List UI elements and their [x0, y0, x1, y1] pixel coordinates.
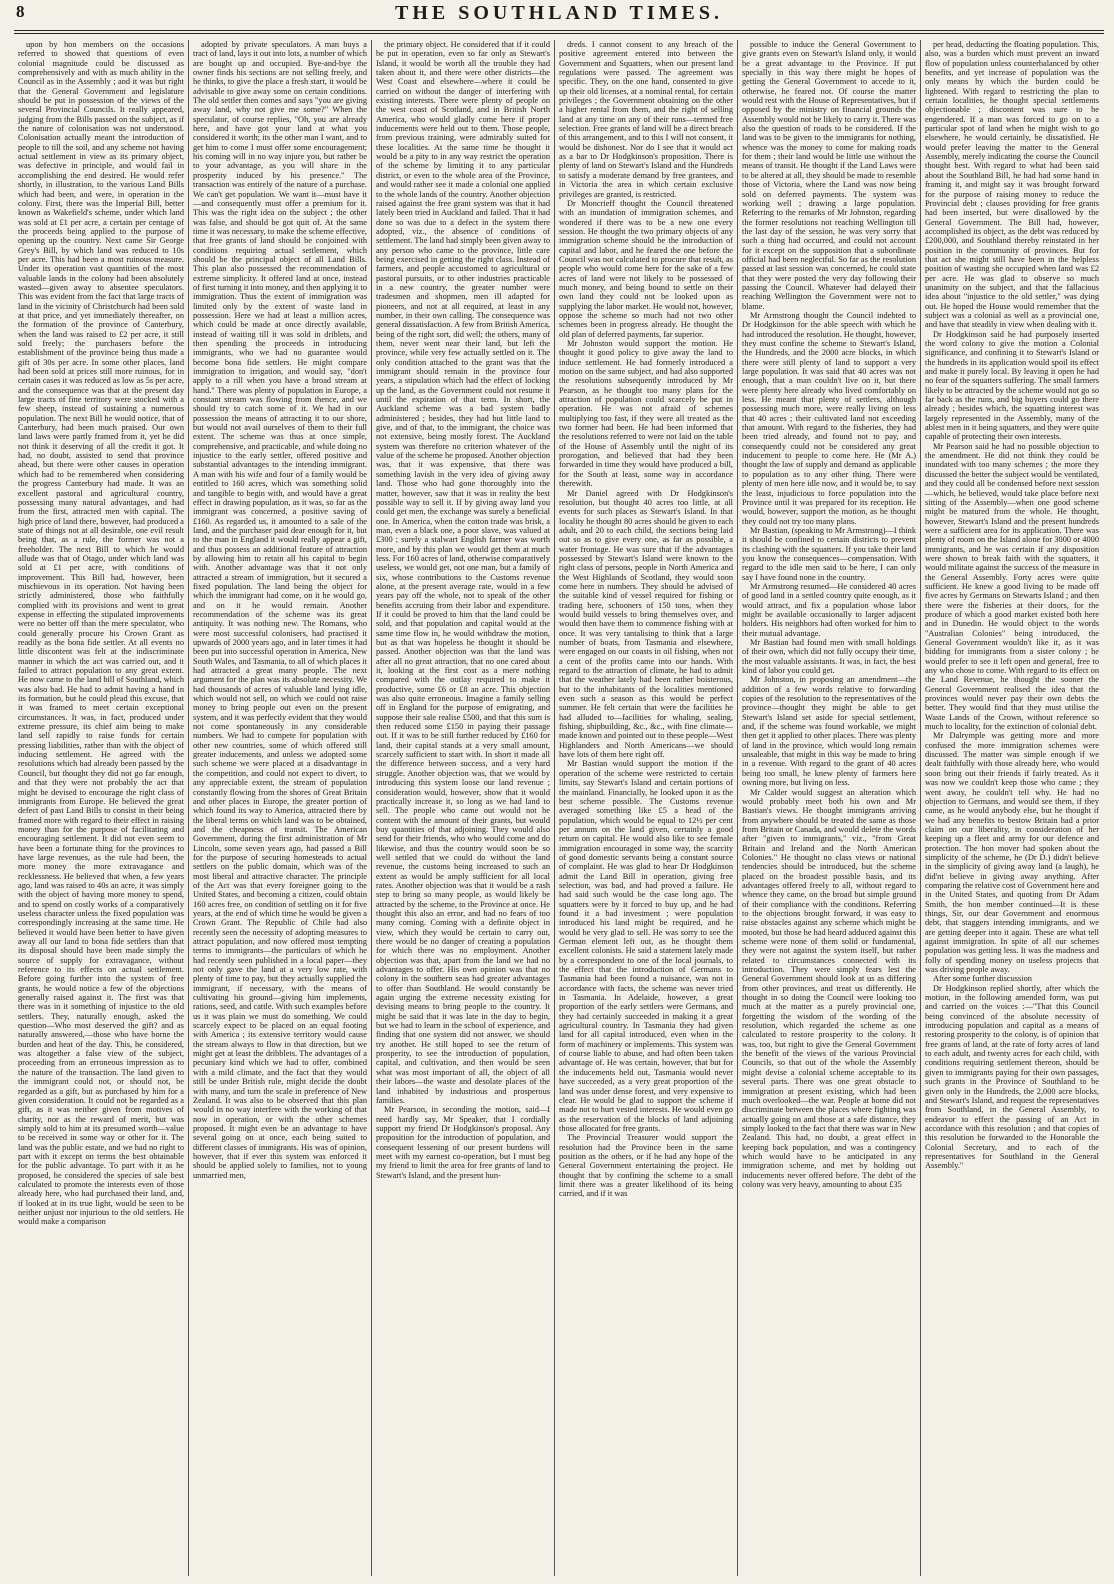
column-6 — [920, 40, 1103, 1576]
paragraph: The Provincial Treasurer would support the resolution had the Province been in the same position as the others, or if he had any hope of the General Government entertaining the project. He thought that by confining the scheme to a small limit there was a greater likelihood of its being carried, and if it was — [559, 1133, 733, 1199]
paragraph: Dr Hodgkinson said he had purposely inserted the word colony to give the motion a Colonial significance, and confining it to Stewart's Island or the hundreds in its application would spoil its effect and make it purely local. By leaving it open he had no fear of the squatters suffering. The small farmers likely to be attracted by the scheme would not go so far back as the runs, and big buyers could go there already ; besides which, the squatting interest was largely represented in the Assembly, many of the ablest men in it being squatters, and they were quite capable of protecting their own interests. — [925, 329, 1099, 442]
paragraph: Mr Pearson, in seconding the motion, said—I need hardly say, Mr Speaker, that I cordially support my friend Dr Hodgkinson's proposal. Any proposition for the introduction of population, and consequent lessening of our present burdens will meet with my earnest co-operation, but I must beg my friend to limit the area for free grants of land to Stewart's Island, and the present hun- — [376, 1105, 550, 1180]
paragraph: Mr Johnston would support the motion. He thought it good policy to give away the land to induce settlement. He had formerly introduced a motion on the same subject, and had also supported the resolutions subsequently introduced by Mr Pearson, as he thought too many plans for the attraction of population could scarcely be put in operation. He was not afraid of schemes multiplying too fast, if they were all treated as the two former had been. He had been informed that the resolutions referred to were not laid on the table of the House of Assembly until the night of its prorogation, and believed that had they been forwarded in time they would have produced a bill, for the South at least, some way in accordance therewith. — [559, 339, 733, 489]
paragraph: Mr Armstrong thought the Council indebted to Dr Hodgkinson for the able speech with which he had introduced the resolution. He thought, however, they must confine the scheme to Stewart's Island, the Hundreds, and the 2000 acre blocks, in which there were still plenty of land to support a very large population. It was said that 40 acres was not enough, that a man couldn't live on it, but there were plenty here already who lived comfortably on less. He meant that plenty of settlers, although possessing much more, were really living on less that 40 acres ; their cultivated land not exceeding that amount. With regard to the fisheries, they had been tried already, and found not to pay, and consequently could not be considered any great inducement to people to come here. He (Mr A.) thought the law of supply and demand as applicable to population as to any other thing. There were plenty of men here idle now, and it would be, to say the least, injudicious to force population into the Province until it was prepared for its reception. He would, however, support the motion, as he thought they could not try too many plans. — [742, 310, 916, 526]
paragraph: possible to induce the General Government to give grants even on Stewart's Island only, it would be a great advantage to the Province. If put specially in this way there might be hopes of getting the General Government to accede to it, otherwise, he feared not. Of course the matter would rest with the House of Representatives, but if opposed by the ministry on financial grounds the Assembly would not be likely to carry it. There was also the question of roads to be considered. If the land was to be given to the immigrants for nothing, whence was the money to come for making roads for them ; their land would be little use without the means of transit. He thought if the Land Laws were to be altered at all, they should be made to resemble those of Victoria, where the Land was now being sold on deferred payments. The system was working well ; drawing a large population. Referring to the remarks of Mr Johnston, regarding the former resolutions not reaching Wellington till the last day of the session, he was very sorry that such a thing had occurred, and could not account for it except on the supposition that a subordinate official had been neglectful. So far as the resolution passed at last session was concerned, he could state that they were posted the very day following their passing the Council. Whatever had delayed their reaching Wellington the Government were not to blame. — [742, 40, 916, 311]
page-number: 8 — [16, 2, 25, 21]
paragraph: the primary object. He considered that if it could be put in operation, even so far only as Stewart's Island, it would be worth all the trouble they had taken about it, and there were other districts—the West Coast and elsewhere—where it could be carried on without the danger of interfering with existing interests. There were plenty of people on the west coast of Scotland, and in British North America, who would gladly come here if proper inducements were held out to them. Those people, from previous training, were admirably suited for these localities. At the same time he thought it would be a pity to in any way restrict the operation of the scheme by limiting it to any particular district, or even to the whole area of the Province, and would rather see it made a colonial one applied to the whole lands of the country. Another objection raised against the free grant system was that it had lately been tried in Auckland and failed. That it had done so was due to a defect in the system there adopted, viz., the absence of conditions of settlement. The land had simply been given away to any person who came to the province, little care being exercised in getting the right class. Instead of farmers, and people accustomed to agricultural or pastoral pursuits, or to other industries practicable in a new country, the greater number were tradesmen and shopmen, men ill adapted for pioneers, and not at all required, at least in any number, in their own calling. The consequence was general dissatisfaction. A few from British America, being of the right sort, did well; the others, many of them, never went near their land, but left the province, while very few actually settled on it. The only condition attached to the grant was that the immigrant should remain in the province four years, a stipulation which had the effect of locking up the land, as the Government could not resume it until the expiration of that term. In short, the Auckland scheme was a bad system badly administered ; besides, they had but little land to give, and of that, to the immigrant, the choice was not extensive, being mostly forest. The Auckland system was therefore no criterion whatever of the value of the scheme he proposed. Another objection was, that it was expensive, that there was something lavish in the very idea of giving away land. Those who had gone thoroughly into the matter, however, saw that it was in reality the best possible way to sell it. If by giving away land you could get men, the exchange was surely a beneficial one. In America, when the cotton trade was brisk, a man, even a black one, a poor slave, was valued at £300 ; surely a stalwart English farmer was worth more, and by this plan we would get them at much less. For 160 acres of land, otherwise comparatively useless, we would get, not one man, but a family of six, whose contributions to the Customs revenue alone, at the present average rate, would in a few years pay off the whole, not to speak of the other benefits accruing from their labor and expenditure. If it could be proved to him that the land could be sold, and that population and capital would at the same time flow in, he would withdraw the motion, but as that was hopeless he thought it should be passed. Another objection was that the land was after all no great attraction, that no one cared about it, looking at the first cost as a mere nothing compared with the outlay required to make it productive, some £6 or £8 an acre. This objection was also quite erroneous. Imagine a family selling off in England for the purpose of emigrating, and suppose their sale realise £500, and that this sum is then reduced some £150 in paying their passage out. If it was to be still further reduced by £160 for land, their capital stands at a very small amount, scarcely sufficient to start with. In short it made all the difference between success, and a very hard struggle. Another objection was, that we would by introducing this system loose our land revenue ; consideration would, however, show that it would practically increase it, so long as we had land to sell. The people who came out would not be content with the amount of their grants, but would buy quantities of that adjoining. They would also send for their friends, who who would come and do likewise, and thus the country would soon be so well settled that we could do without the land revenue, the customs being increased to such an extent as would be amply sufficient for all local rates. Another objection was that it would be a rash step to bring so many people, as would likely be attracted by the scheme, to the Province at once. He thought this also an error, and had no fears of too many coming. Coming with a definite object in view, which they would be certain to carry out, there would be no danger of creating a population for which there was no employment. Another objection was that, apart from the land we had no advantages to offer. His own opinion was that no colony in the southern seas had greater advantages to offer than Southland. He would constantly be again urging the extreme necessity existing for devising means to bring people to the country. It might be said that it was late in the day to begin, but we had to learn in the school of experience, and finding that one system did not answer, we should try another. He still hoped to see the return of prosperity, to see the introduction of population, capital, and cultivation, and then would be seen what was most important of all, the object of all their labors—the waste and desolate places of the land inhabited by industrious and prosperous families. — [376, 40, 551, 1105]
paragraph: per head, deducting the floating population. This, also, was a burden which must prevent an inward flow of population unless counterbalanced by other benefits, and yet increase of population was the only means by which the burden could be lightened. With regard to restricting the plan to certain localities, he thought special settlements objectionable ; discontent was sure to be engendered. If a man was forced to go on to a particular spot of land when he might wish to go elsewhere, he would certainly, be dissatisfied. He would prefer leaving the matter to the General Assembly, merely indicating the course the Council thought best. With regard to what had been said about the Southland Bill, he had had some hand in framing it, and might say it was brought forward for the purpose of raising money to reduce the Provincial debt ; clauses providing for free grants had been inserted, but were disallowed by the General Government. The Bill had, however, accomplished its object, as the debt was reduced by £200,000, and Southland thereby reinstated in her position in the community of provinces. But for that act she might still have been in the helpless position of wasting she occupied when land was £2 per acre. He was glad to observe so much unanimity on the subject, and that the fallacious idea about "injustice to the old settler," was dying out. He hoped the House would remember that the subject was a colonial as well as a provincial one, and have that steadily in view when dealing with it. — [925, 40, 1099, 330]
column-4 — [554, 40, 737, 1576]
page-header — [14, 2, 1104, 28]
header-rule-thin — [14, 33, 1104, 34]
paragraph: upon by hon members on the occasions referred to showed that questions of even colonial magnitude could be discussed as comprehensively and with as much ability in the Council as in the Assembly ; and it was but right that the General Government and legislature should be put in possession of the views of the several Provincial Councils. It really appeared, judging from the Bills passed on the subject, as if the nature of colonisation was not understood. Colonisation actually meant the introduction of people to till the soil, and any scheme not having actual settlement in view as its primary object, was defective in principle, and would fail in accomplishing the end desired. He would refer shortly, in illustration, to the various Land Bills which had been, and were, in operation in the colony. First, there was the Imperial Bill, better known as Wakefield's scheme, under which land was sold at £1 per acre, a certain per centage of the proceeds being applied to the purpose of opening up the country. Next came Sir George Grey's Bill, by which land was reduced to 10s per acre. This had been a most ruinous measure. Under its operation vast quantities of the most valuable lands in the colony had been absolutely wasted—given away to absentee speculators. This was evident from the fact that large tracts of land in the vicinity of Christchurch had been sold at that price, and yet immediately thereafter, on the formation of the province of Canterbury, when the land was raised to £2 per acre, it still sold freely; the purchasers before the establishment of the province being thus made a gift of 30s per acre. In some other places, land had been sold at prices still more ruinous, for in certain cases it was reduced as low as 5s per acre, and the consequence was that at the present day large tracts of fine territory were stocked with a few sheep, instead of sustaining a numerous population. The next Bill he would notice, that of Canterbury, had been much praised. Our own land laws were partly framed from it, yet he did not think it deserving of all the credit it got. It had, no doubt, assisted to send that province ahead, but there were other causes in operation which had to be remembered when considering the progress Canterbury had made. It was an excellent pastoral and agricultural country, possessing many natural advantages, and had from the first, attracted men with capital. The high price of land there, however, had produced a state of things not at all desirable, one evil result being that, as a rule, the former was not a freeholder. The next Bill to which he would allude was that of Otago, under which land was sold at £1 per acre, with conditions of improvement. This Bill had, however, been mischievous in its operation. Not having been strictly administered, those who faithfully complied with its provisions and went to great expense in effecting the stipulated improvements were no better off than the mere speculator, who could generally procure his Crown Grant as readily as the bona fide settler. At all events no little discontent was felt at the indiscriminate manner in which the act was carried out, and it failed to attract population to any great extent. He now came to the land bill of Southland, which was also bad. He had to admit having a hand in its formation, but he could plead this excuse, that it was framed to meet certain exceptional circumstances. It was, in fact, produced under extreme pressure, its chief aim being to make land sell rapidly to raise funds for certain pressing liabilities, rather than with the object of inducing settlement. He agreed with the resolutions which had already been passed by the Council, but thought they did not go far enough, and that they were not probably the act that might be devised to encourage the right class of immigrants from Europe. He believed the great defect of past Land Bills to consist in their being framed more with regard to their effect in raising money than for the purpose of facilitating and encouraging settlement. It did not even seem to have been a fortunate thing for the provinces to have large revenues, as the rule had been, the more money the more extravagance and recklessness. He believed that when, a few years ago, land was raised to 40s an acre, it was simply with the object of having more money to spend, and to spend on costly works of a comparatively useless character unless the fixed population was correspondingly increasing at the same time. He believed it would have been better to have given away all our land to bona fide settlers than that its disposal should have been made simply the source of supply for extravagance, without reference to its effects on actual settlement. Before going further into the system of free grants, he would notice a few of the objections generally raised against it. The first was that there was in it something of injustice to the old settlers. They, naturally enough, asked the question—Who most deserved the gift? and as naturally answered,—those who have borne the burden and heat of the day. This, he considered, was altogether a false view of the subject, proceeding from an erroneous impression as to the nature of the transaction. The land given to the immigrant could not, or should not, be regarded as a gift, but as purchased by him for a given consideration. It could not be regarded as a gift, as it was neither given from motives of charity, nor as the reward of merit, but was simply sold to him at its presumed worth—value to be received in some way or other for it. The land was the public estate, and we had no right to part with it except on terms the best obtainable for the public advantage. To part with it as he proposed, he considered the species of sale best calculated to promote the interests even of those already here, who had purchased their land, and, if looked at in its true light, would be seen to be neither unjust nor injurious to the old settlers. He would make a comparison — [18, 40, 184, 1227]
paragraph: Mr Daniel agreed with Dr Hodgkinson's resolution, but thought 40 acres too little, at all events for such places as Stewart's Island. In that locality he thought 80 acres should be given to each adult, and 20 to each child, the sections being laid out so as to give every one, as far as possible, a water frontage. He was sure that if the advantages possessed by Stewart's Island were known to the right class of persons, people in North America and the West Highlands of Scotland, they would soon come here in numbers. They should be advised of the suitable kind of vessel required for fishing or trading here, schooners of 150 tons, when they would build vessels to bring themselves over, and would then have them to commence fishing with at once. It was very tantalising to think that a large number of boats, from Tasmania and elsewhere, were engaged on our coasts in oil fishing, when not a cent of the profits came into our hands. With regard to the attraction of climate, he had to admit that the weather lately had been rather boisterous, but to the inhabitants of the localities mentioned even such a season as this would be perfect summer. He felt certain that were the facilities he had alluded to—facilities for whaling, sealing, fishing, shipbuilding, &c., &c., with fine climate—made known and pointed out to these people—West Highlanders and North Americans—we should have lots of them here right off. — [559, 488, 733, 760]
paragraph: Mr Armstrong resumed—He considered 40 acres of good land in a settled country quite enough, as it would attract, and fix a population whose labor might be available occasionally to larger adjacent holders. His neighbors had often worked for him to their mutual advantage. — [742, 581, 916, 638]
paragraph: Mr Bastian had found men with small holdings of their own, which did not fully occupy their time, the most valuable assistants. It was, in fact, the best kind of labor you could get. — [742, 638, 916, 676]
paragraph: Mr Johnston, in proposing an amendment—the addition of a few words relative to forwarding copies of the resolution to the representatives of the province—thought they might be able to get Stewart's Island set aside for special settlement, and, if the scheme was found workable, we might then get it applied to other places. There was plenty of land in the province, which would long remain unsaleable, that might in this way be made to bring in a revenue. With regard to the grant of 40 acres being too small, he knew plenty of farmers here owning more, but living on less. — [742, 675, 916, 788]
article-columns — [14, 40, 1104, 1576]
column-1 — [14, 40, 188, 1576]
column-2 — [188, 40, 371, 1576]
paragraph: Mr Calder would suggest an alteration which would probably meet both his own and Mr Bastian's views. He thought immigrants arriving from anywhere should be treated the same as those from Britain or Canada, and would delete the words after "given to immigrants," viz., "from Great Britain and Ireland and the North American Colonies." He thought no class views or national tendencies should be introduced, but the scheme placed on the broadest possible basis, and its advantages offered freely to all, without regard to whence they came, on the broad but simple ground of their compliance with the conditions. Referring to the objections brought forward, it was easy to raise obstacles against any scheme which might be mooted, but those he had heard adduced against this scheme were none of them solid or fundamental, they were not against the system itself, but rather related to circumstances connected with its introduction. They were simply fears lest the General Government should look at us as differing from other provinces, and treat us differently. He thought in so doing the Council were looking too much at the matter as a purely provincial one, forgetting the wisdom of the wording of the resolution, which regarded the scheme as one calculated to restore prosperity to the colony. It was, too, but right to give the General Government the benefit of the views of the various Provincial Councils, so that out of the whole the Assembly might devise a colonial scheme acceptable to its several parts. There was one great obstacle to immigration at present existing, which had been much overlooked—the war. People at home did not discriminate between the places where fighting was actually going on and those at a safe distance, they simply looked to the fact that there was war in New Zealand. This had, no doubt, a great effect in keeping back population, and was a contingency which would have to be anticipated in any immigration scheme, and met by holding out inducements never offered before. The debt of the colony was very heavy, amounting to about £35 — [742, 787, 917, 1189]
paragraph: adopted by private speculators. A man buys a tract of land, lays it out into lots, a number of which are bought up and occupied. Bye-and-bye the owner finds his sections are not selling freely, and he thinks, to give the place a fresh start, it would be advisable to give away some on certain conditions. The old settler then comes and says "you are giving away land, why not give me some?" When the speculator, of course replies, "Oh, you are already here, and have got your land at what you considered it worth; its the other man I want, and to get him to come I must offer some encouragement; his coming will in no way injure you, but rather be to your advantage, as you will share in the prosperity induced by his presence." The transaction was entirely of the nature of a purchase. We can't get population. We want it—must have it—and consequently must offer a premium for it. This was the right idea on the subject ; the other was false, and should be got quit of. At the same time it was necessary, to make the scheme effective, that free grants of land should be conjoined with conditions requiring actual settlement, which should be the principal object of all Land Bills. This plan also possessed the recommendation of extreme simplicity. It offered land at once, instead of first turning it into money, and then applying it to immigration. Thus the extent of immigration was limited only by the extent of waste land in possession. Here we had at least a million acres, which could be made at once directly available, instead of waiting till it was sold in driblets, and then spending the proceeds in introducing immigrants, who we had no guarantee would become bona fide settlers. He might compare immigration to irrigation, and would say, "don't apply to a rill when you have a broad stream at hand." There was plenty of population in Europe, a constant stream was flowing from thence, and we should try to catch some of it. We had in our possession the means of attracting it to our shore, but would not avail ourselves of them to their full extent. The scheme was thus at once simple, comprehensive, and practicable, and while doing no injustice to the early settler, offered positive and substantial advantages to the intending immigrant. A man with his wife and four of a family would be entitled to 160 acres, which was something solid and tangible to begin with, and would have a great effect in drawing population, as it was, so far as the immigrant was concerned, a positive saving of £160. As regarded us, it amounted to a sale of the land, and the purchaser paid dear enough for it, but to the man in England it would really appear a gift, and thus possess an additional feature of attraction by allowing him to retain all his capital to begin with. Another advantage was that it not only attracted a stream of immigration, but it secured a fixed population. The land being the object for which the immigrant had come, on it he would go, and on it he would remain. Another recommendation of the scheme was its great antiquity. It was nothing new. The Romans, who were most successful colonisers, had practised it upwards of 2000 years ago, and in later times it had been put into successful operation in America, New South Wales, and Tasmania, to all of which places it had attracted a great many people. The next argument for the plan was its absolute necessity. We had thousands of acres of valuable land lying idle, which would not sell, on which we could not raise money to bring people out even on the present system, and it was perfectly evident that they would not come spontaneously in any considerable numbers. We had to compete for population with other new countries, some of which offered still greater inducements, and unless we adopted some such scheme we were placed at a disadvantage in the competition, and could not expect to divert, to any appreciable extent, the stream of population constantly flowing from the shores of Great Britain and other places in Europe, the greater portion of which found its way to America, attracted there by the liberal terms on which land was to be obtained, and the cheapness of transit. The American Government, during the first administration of Mr Lincoln, some seven years ago, had passed a Bill for the purpose of securing homesteads to actual settlers on the public domain, which was of the most liberal and attractive character. The principle of the Act was that every foreigner going to the United States, and becoming a citizen, could obtain 160 acres free, on condition of settling on it for five years, at the end of which time he would be given a Crown Grant. The Republic of Chile had also recently seen the necessity of adopting measures to attract population, and now offered most tempting terms to immigrants—the particulars of which he had recently seen published in a local paper—they not only gave the land at a very low rate, with plenty of time to pay, but they actually supplied the immigrant, if necessary, with the means of cultivating his ground—giving him implements, rations, seed, and cattle. With such examples before us it was plain we must do something. We could scarcely expect to be placed on an equal footing with America ; its extensive territory would cause the stream always to flow in that direction, but we might get at least the dribblets. The advantages of a pecuniary kind which we had to offer, combined with a mild climate, and the fact that they would still be under British rule, might decide the doubt with many, and turn the scale in preference of New Zealand. It was also to be observed that this plan would in no way interfere with the working of that now in operation, or with the other schemes proposed. It might even be an advantage to have several going on at once, each being suited to different classes of immigrants. His was of opinion, however, that if ever this system was enforced it should be applied solely to families, not to young unmarried men, — [193, 40, 367, 1180]
paragraph: Mr Bastian, (speaking to Mr Armstrong)—I think it should be confined to certain districts to prevent its clashing with the squatters. If you take their land you know the consequences—compensation. With regard to the idle men said to be here, I can only say I have found none in the country. — [742, 525, 916, 582]
column-3 — [371, 40, 554, 1576]
paragraph: Dr Moncrieff thought the Council threatened with an inundation of immigration schemes, and wondered if there was to be a new one every session. He thought the two primary objects of any immigration scheme should be the introduction of capital and labor, and he feared the one before the Council was not calculated to procure that result, as people who would come here for the sake of a few acres of land were not likely to be possessed of much money, and being bound to settle on their own land they could not be looked upon as supplying the labor market. He would not, however, oppose the scheme so much had not two other schemes been in progress already. He thought the old plan of deferred payments, far superior. — [559, 198, 733, 339]
paragraph: Mr Pearson said he had no possible objection to the amendment. He did not think they could be inundated with too many schemes ; the more they discussed the better the subject would be ventilated, and they could all be condensed before next session—which, he believed, would take place before next sitting of the Assembly—when one good scheme might be matured from the whole. He thought, however, Stewart's Island and the present hundreds were a sufficient area for its application. There was plenty of room on the Island alone for 3000 or 4000 immigrants, and he was certain if any disposition were shown to break faith with the squatters, it would militate against the success of the measure in the General Assembly. Forty acres were quite sufficient. He knew a good living to be made off five acres by Germans on Stewarts Island ; and then there were the fisheries at their doors, for the produce of which a good market existed both here and in Dunedin. He would object to the words "Australian Colonies" being introduced, the General Government wouldn't like it, as it was bidding for immigrants from a sister colony ; he would prefer to see it left open and general, free to any who chose to come. With regard to its effect on the Land Revenue, he thought the sooner the General Government realised the idea that the provinces would never pay their own debts the better. They would find that they must utilise the Waste Lands of the Crown, without reference so much to locality, for the extinction of colonial debt. — [925, 441, 1099, 732]
column-5 — [737, 40, 920, 1576]
paragraph: dreds. I cannot consent to any breach of the positive agreement entered into between the Government and Squatters, when our present land regulations were passed. The agreement was specific. They, on the one hand, consented to give up their old licenses, at a nominal rental, for certain privileges ; the Government obtaining on the other a higher rental from them, and the right of selling land at any time on any of their runs—termed free selection. Free grants of land will be a direct breach of this arrangement, and to this I will not consent, it would be dishonest. Nor do I see that it would act as a bar to Dr Hodgkinson's proposition. There is plenty of land on Stewart's Island and the Hundreds to satisfy a moderate demand by free grantees, and in Victoria the area in which certain exclusive privileges are granted, is restricted. — [559, 40, 733, 199]
masthead-title: THE SOUTHLAND TIMES. — [394, 2, 724, 24]
paragraph: After some further discussion — [933, 974, 1032, 984]
paragraph: Dr Hodgkinson replied shortly, after which the motion, in the following amended form, was put and carried on the voices :—"That this Council being convinced of the absolute necessity of introducing population and capital as a means of restoring prosperity to the colony, is of opinion that free grants of land, at the rate of forty acres of land to each adult, and twenty acres for each child, with conditions requiring settlement thereon, should be given to immigrants paying for their own passages, such grants in the Province of Southland to be given only in the Hundreds, the 2,000 acre blocks, and Stewart's Island, and request the representatives from Southland, in the General Assembly, to endeavor to effect the passing of an Act in accordance with this resolution ; and that copies of this resolution be forwarded to the Honorable the Colonial Secretary, and to each of the representatives for Southland in the General Assembly." — [925, 983, 1099, 1171]
paragraph: Mr Bastian would support the motion if the operation of the scheme were restricted to certain limits, say Stewart's Island and certain portions of the mainland. Financially, he looked upon it as the best scheme possible. The Customs revenue averaged something like £5 a head of the population, which would be equal to 12½ per cent per annum on the land given, certainly a good return on capital. He would also like to see female immigration encouraged in some way, the scarcity of good domestic servants being a constant source of complaint. He was glad to hear Dr Hodgkinson admit the Land Bill in operation, giving free selection, was bad, and had proved a failure. He had said such would be the case long ago. The squatters were by it forced to buy up, and he had found it a bad investment ; were population introduced his land might be required, and he would be very glad to sell. He was sorry to see the German element left out, as he thought them excellent colonists. He said a statement lately made by a correspondent to one of the local journals, to the effect that the introduction of Germans to Tasmania had been found a nuisance, was not in accordance with facts, the scheme was never tried in Tasmania. In Adelaide, however, a great proportion of the early settlers were Germans, and they had certainly succeeded in making it a great agricultural country. In Tasmania they had given land for all capital introduced, even when in the form of machinery or implements. This system was of course liable to abuse, and had often been taken advantage of. He was certain, however, that but for the inducements held out, Tasmania would never have succeeded, as a very great proportion of the land was under dense forest, and very expensive to clear. He would be glad to support the scheme if made not to hurt vested interests. He would even go as the reservation of the blocks of land adjoining those allocated for free grants. — [559, 759, 733, 1133]
header-rule — [14, 30, 1104, 31]
paragraph: Mr Dalrymple was getting more and more confused the more immigration schemes were discussed. The matter was simple enough if we dealt faithfully with those already here, who would soon bring out their friends if fairly treated. As it was now we couldn't keep those who came ; they went away, he couldn't tell why. He had no objection to Germans, and would see them, if they came, as he would anybody else, but he thought if we had any benefits to bestow Britain had a prior claim on our liberality, in consideration of her keeping up a fleet and army for our defence and protection. The hon mover had spoken about the simplicity of the scheme, he (Dr D.) didn't believe in the simplicity of giving away land (a laugh), he did'nt believe in giving away anything. After comparing the relative cost of Government here and in the United States, and quoting from Dr Adam Smith, the hon member continued—It is these things, Sir, our dear Government and enormous debt, that staggers intending immigrants, and we are getting deeper into it again. These are what tell against immigration. In spite of all our schemes population was getting less. It was the madness and folly of spending money on useless projects that was driving people away. — [925, 731, 1099, 975]
